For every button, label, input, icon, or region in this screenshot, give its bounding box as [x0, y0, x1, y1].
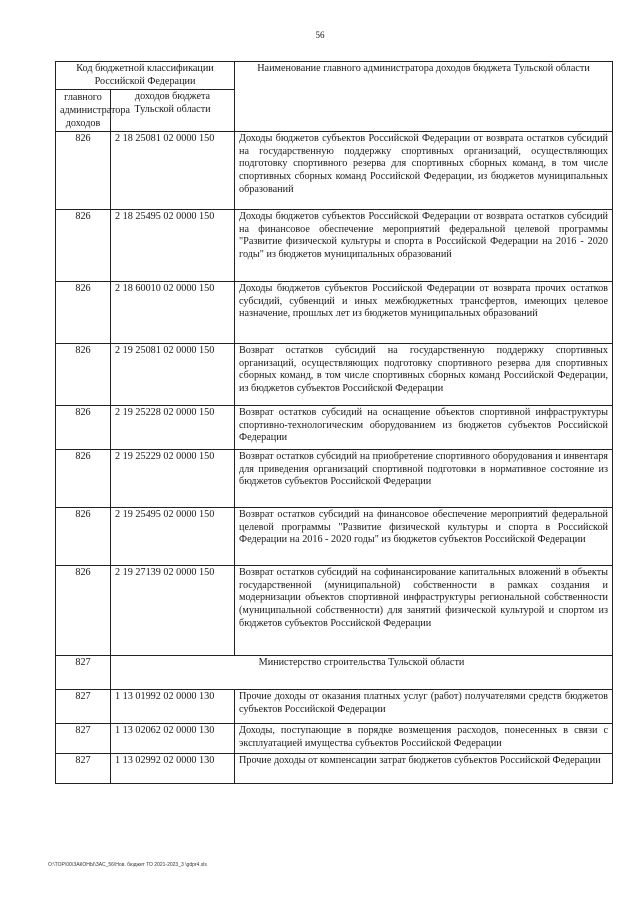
- footer-file-path: O:\TOP\00\ЗАКОНЫ\ЗАС_56\Нов. бюджет ТО 2021-2023_3 \gdpr4.xls: [48, 862, 207, 868]
- admin-code: 826: [56, 508, 111, 566]
- table-row: [56, 508, 613, 566]
- income-code: 2 19 25228 02 0000 150: [111, 406, 235, 450]
- table-row: [56, 344, 613, 406]
- table-row: [56, 754, 613, 784]
- header-row-1: [56, 62, 613, 90]
- admin-code: 827: [56, 656, 111, 690]
- table-row: [56, 132, 613, 210]
- income-name: Доходы бюджетов субъектов Российской Федерации от возврата остатков субсидий на государственную поддержку спортивных организаций, осуществляющих подготовку спортивного резерва для спортивных сборных команд, в том числе спортивных сборных команд Российской Федерации, из бюджетов муниципальных образований: [235, 132, 613, 210]
- income-name: Прочие доходы от оказания платных услуг (работ) получателями средств бюджетов субъектов Российской Федерации: [235, 690, 613, 724]
- income-name: Возврат остатков субсидий на приобретение спортивного оборудования и инвентаря для приведения организаций спортивной подготовки в нормативное состояние из бюджетов субъектов Российской Федерации: [235, 450, 613, 508]
- admin-code: 827: [56, 754, 111, 784]
- admin-code: 826: [56, 344, 111, 406]
- ministry-name: Министерство строительства Тульской области: [111, 656, 613, 690]
- income-code: 2 18 60010 02 0000 150: [111, 282, 235, 344]
- table-row: [56, 566, 613, 656]
- income-name: Доходы, поступающие в порядке возмещения расходов, понесенных в связи с эксплуатацией имущества субъектов Российской Федерации: [235, 724, 613, 754]
- table-row: [56, 210, 613, 282]
- income-name: Доходы бюджетов субъектов Российской Федерации от возврата остатков субсидий на финансовое обеспечение мероприятий федеральной целевой программы "Развитие физической культуры и спорта в Российской Федерации на 2016 - 2020 годы" из бюджетов муниципальных образований: [235, 210, 613, 282]
- income-code: 1 13 02992 02 0000 130: [111, 754, 235, 784]
- table-row: [56, 450, 613, 508]
- income-name: Доходы бюджетов субъектов Российской Федерации от возврата прочих остатков субсидий, субвенций и иных межбюджетных трансфертов, имеющих целевое назначение, прошлых лет из бюджетов муниципальных образований: [235, 282, 613, 344]
- ministry-row: [56, 656, 613, 690]
- admin-code: 827: [56, 690, 111, 724]
- income-code: 1 13 02062 02 0000 130: [111, 724, 235, 754]
- header-name-column: Наименование главного администратора доходов бюджета Тульской области: [235, 62, 613, 132]
- table-row: [56, 690, 613, 724]
- income-name: Возврат остатков субсидий на софинансирование капитальных вложений в объекты государственной (муниципальной) собственности в рамках создания и модернизации объектов спортивной инфраструктуры региональной собственности (муниципальной собственности) для занятий физической культурой и спортом из бюджетов субъектов Российской Федерации: [235, 566, 613, 656]
- header-income-column: доходов бюджета Тульской области: [111, 90, 235, 132]
- income-code: 2 19 25495 02 0000 150: [111, 508, 235, 566]
- admin-code: 826: [56, 210, 111, 282]
- admin-code: 826: [56, 282, 111, 344]
- income-name: Возврат остатков субсидий на оснащение объектов спортивной инфраструктуры спортивно-технологическим оборудованием из бюджетов субъектов Российской Федерации: [235, 406, 613, 450]
- page-number: 56: [315, 30, 325, 40]
- admin-code: 826: [56, 406, 111, 450]
- income-name: Возврат остатков субсидий на финансовое обеспечение мероприятий федеральной целевой программы "Развитие физической культуры и спорта в Российской Федерации на 2016 - 2020 годы" из бюджетов субъектов Российской Федерации: [235, 508, 613, 566]
- income-code: 1 13 01992 02 0000 130: [111, 690, 235, 724]
- income-code: 2 19 25081 02 0000 150: [111, 344, 235, 406]
- table-row: [56, 724, 613, 754]
- income-code: 2 19 25229 02 0000 150: [111, 450, 235, 508]
- income-code: 2 18 25495 02 0000 150: [111, 210, 235, 282]
- income-code: 2 19 27139 02 0000 150: [111, 566, 235, 656]
- admin-code: 826: [56, 132, 111, 210]
- admin-code: 826: [56, 566, 111, 656]
- budget-classification-table: [55, 61, 613, 784]
- table-row: [56, 282, 613, 344]
- income-name: Возврат остатков субсидий на государственную поддержку спортивных организаций, осуществляющих подготовку спортивного резерва для спортивных сборных команд, в том числе спортивных сборных команд Российской Федерации, из бюджетов субъектов Российской Федерации: [235, 344, 613, 406]
- income-name: Прочие доходы от компенсации затрат бюджетов субъектов Российской Федерации: [235, 754, 613, 784]
- header-code-group: Код бюджетной классификации Российской Федерации: [56, 62, 235, 90]
- table-row: [56, 406, 613, 450]
- header-admin-column: главного администратора доходов: [56, 90, 111, 132]
- admin-code: 827: [56, 724, 111, 754]
- admin-code: 826: [56, 450, 111, 508]
- income-code: 2 18 25081 02 0000 150: [111, 132, 235, 210]
